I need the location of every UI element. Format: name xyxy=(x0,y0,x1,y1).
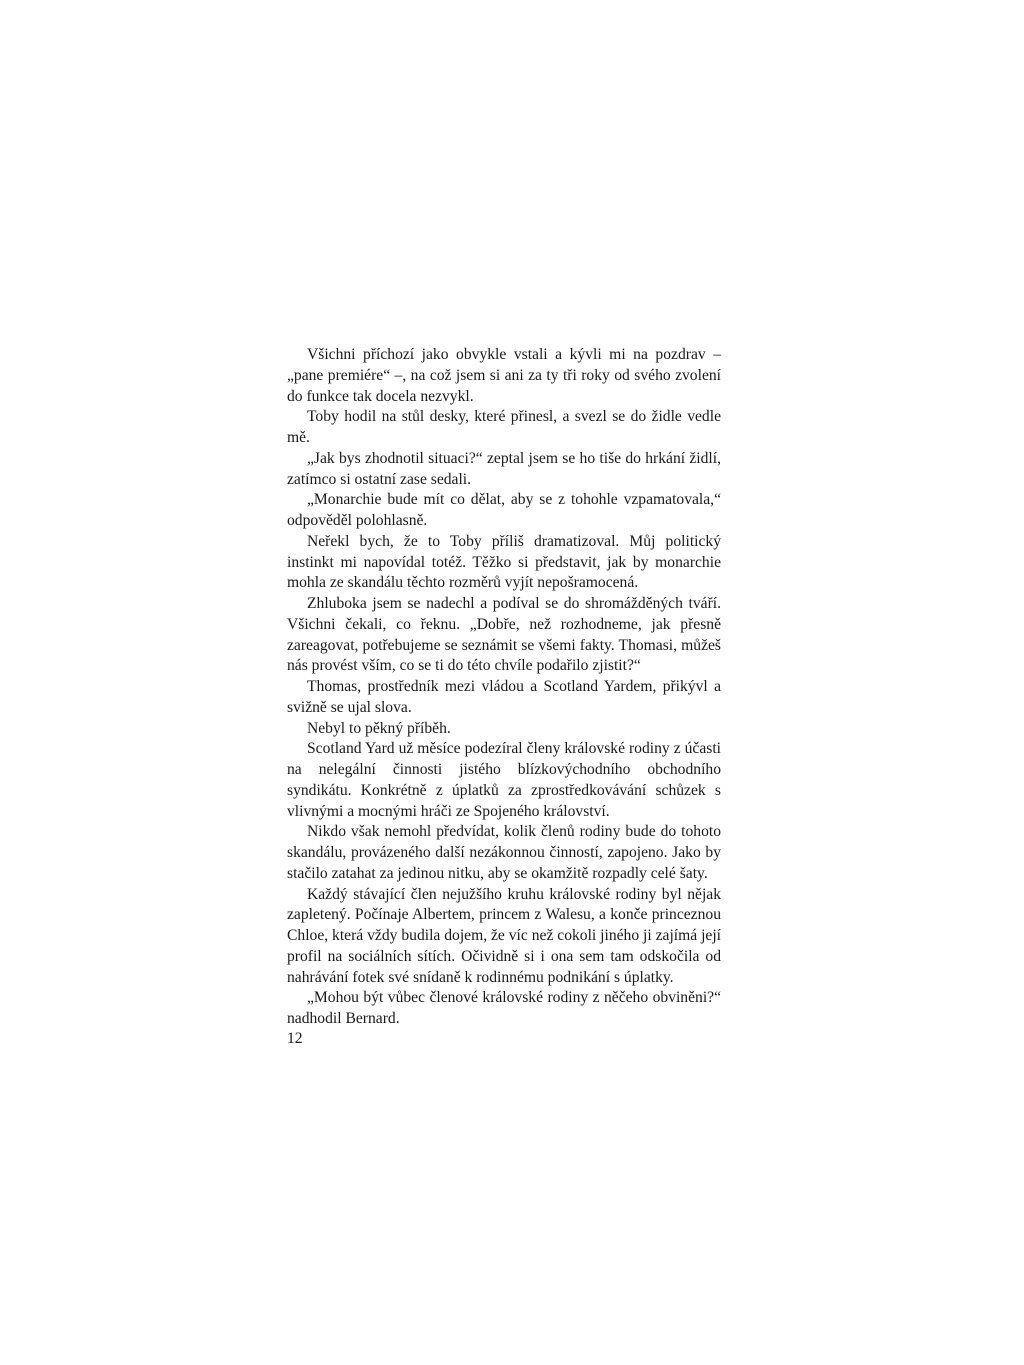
paragraph: „Monarchie bude mít co dělat, aby se z tohohle vzpamatovala,“ odpověděl polohlasně. xyxy=(287,491,721,529)
body-text xyxy=(287,345,721,1030)
paragraph: Každý stávající člen nejužšího kruhu královské rodiny byl nějak zapletený. Počínaje Albertem, princem z Walesu, a konče princeznou Chloe, která vždy budila dojem, že víc než cokoli jiného ji zajímá její profil na sociálních sítích. Očividně si i ona sem tam odskočila od nahrávání fotek své snídaně k rodinnému podnikání s úplatky. xyxy=(287,885,721,986)
page-number: 12 xyxy=(287,1030,303,1047)
paragraph: Všichni příchozí jako obvykle vstali a kývli mi na pozdrav – „pane premiére“ –, na což jsem si ani za ty tři roky od svého zvolení do funkce tak docela nezvykl. xyxy=(287,346,721,405)
paragraph: Neřekl bych, že to Toby příliš dramatizoval. Můj politický instinkt mi napovídal totéž. Těžko si představit, jak by monarchie mohla ze skandálu těchto rozměrů vyjít nepošramocená. xyxy=(287,532,721,592)
paragraph: Nikdo však nemohl předvídat, kolik členů rodiny bude do tohoto skandálu, provázeného další nezákonnou činností, zapojeno. Jako by stačilo zatahat za jedinou nitku, aby se okamžitě rozpadly celé šaty. xyxy=(287,823,721,882)
paragraph: Zhluboka jsem se nadechl a podíval se do shromážděných tváří. Všichni čekali, co řeknu. „Dobře, než rozhodneme, jak přesně zareagovat, potřebujeme se seznámit se všemi fakty. Thomasi, můžeš nás provést vším, co se ti do této chvíle podařilo zjistit?“ xyxy=(287,595,721,675)
paragraph: „Jak bys zhodnotil situaci?“ zeptal jsem se ho tiše do hrkání židlí, zatímco si ostatní zase sedali. xyxy=(287,449,721,488)
paragraph: „Mohou být vůbec členové královské rodiny z něčeho obviněni?“ nadhodil Bernard. xyxy=(287,989,721,1027)
paragraph: Scotland Yard už měsíce podezíral členy královské rodiny z účasti na nelegální činnosti jistého blízkovýchodního obchodního syndikátu. Konkrétně z úplatků za zprostředkovávání schůzek s vlivnými a mocnými hráči ze Spojeného království. xyxy=(287,740,721,820)
paragraph: Nebyl to pěkný příběh. xyxy=(307,719,451,737)
paragraph: Thomas, prostředník mezi vládou a Scotland Yardem, přikývl a svižně se ujal slova. xyxy=(287,678,721,716)
paragraph: Toby hodil na stůl desky, které přinesl, a svezl se do židle vedle mě. xyxy=(287,408,721,446)
